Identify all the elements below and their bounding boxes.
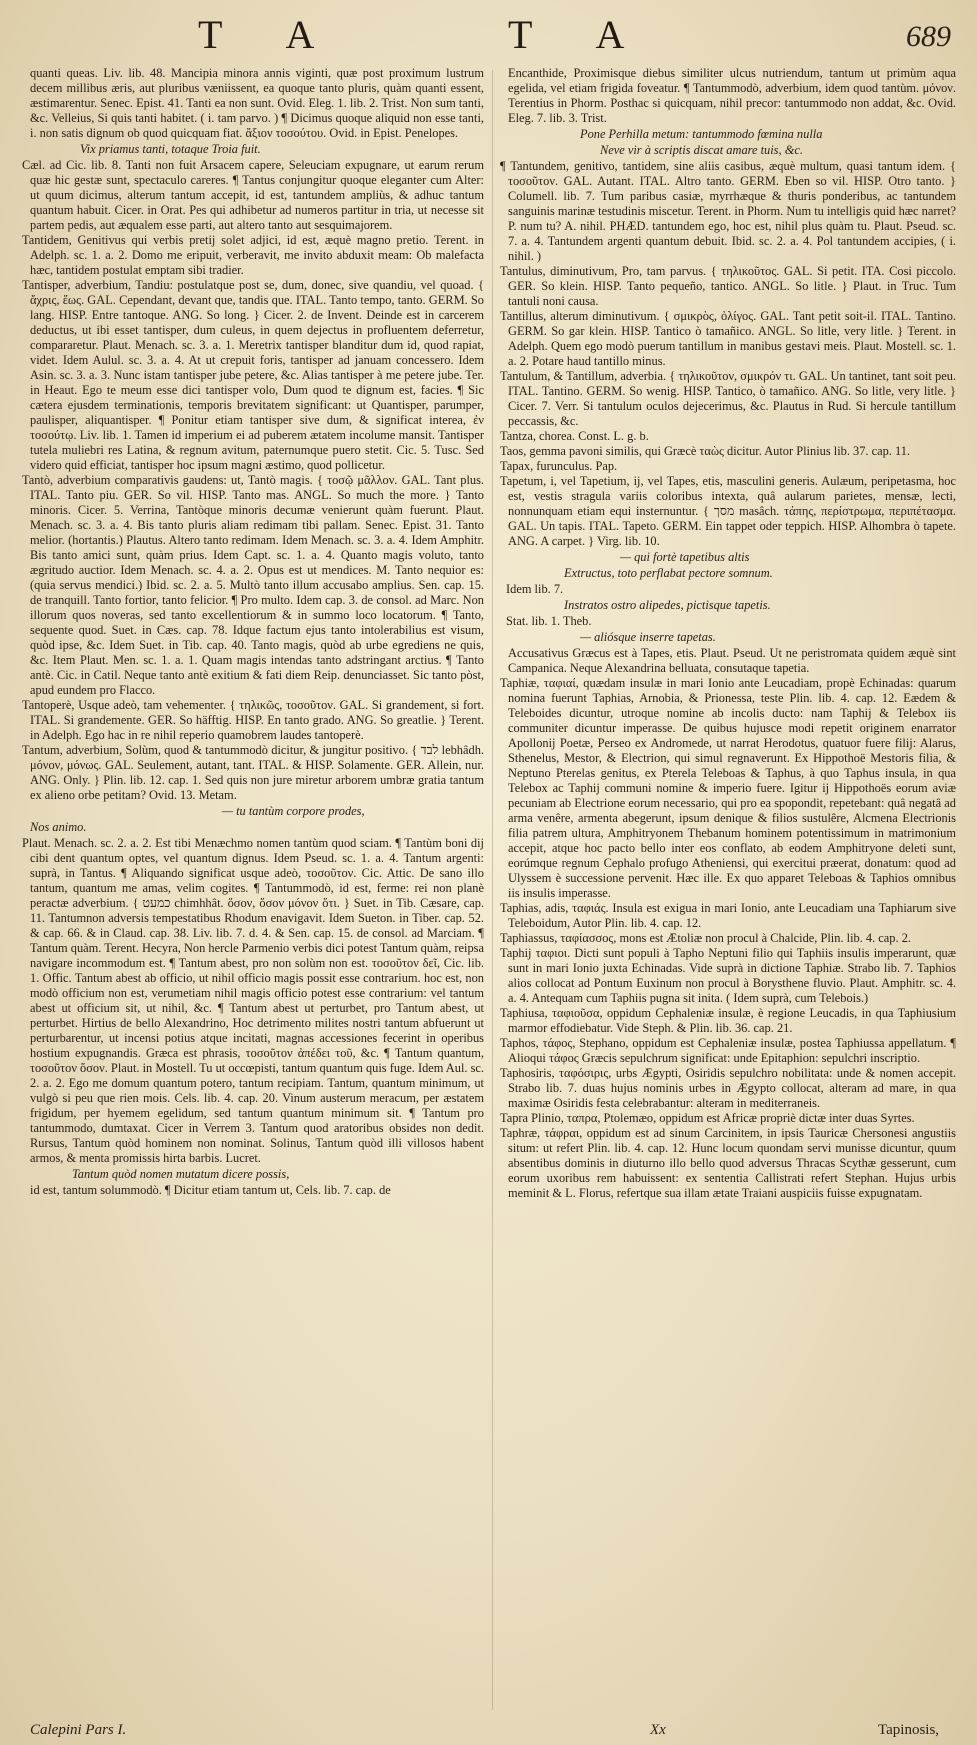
running-head-right: T A [508,12,653,57]
citation-reference: Stat. lib. 1. Theb. [506,614,592,628]
dictionary-entry: Tantidem, Genitivus qui verbis pretij solet adjici, id est, æquè magno pretio. Terent. in Adelph. sc. 1. a. 2. Domo me eripuit, verberavit, me invito abduxit meam: Ob malefacta hæc, tantidem postulat emptam sibi tradier. [22,233,484,277]
dictionary-entry: Taphij ταφιοι. Dicti sunt populi à Tapho Neptuni filio qui Taphiis insulis imperarunt, quæ sunt in mari Ionio juxta Echinadas. Vide suprà in dictione Taphiæ. Strabo lib. 7. Taphios alios collocat ad Pontum Euxinum non procul à Borysthene fluvio. Plaut. Amphitr. sc. 4. a. 4. Antequam cum Taphiis pugna sit inita. ( Idem suprà, cum Telebois.) [500,946,956,1005]
dictionary-entry: Tapax, furunculus. Pap. [500,459,618,473]
verse-quotation: — tu tantùm corpore prodes, [222,804,365,818]
dictionary-entry: Cæl. ad Cic. lib. 8. Tanti non fuit Arsacem capere, Seleuciam expugnare, ut earum rerum quæ hic gestæ sunt, spectaculo careres. ¶ Tantus conjungitur quoque eleganter cum Alter: ut quum dicimus, alterum tantum accepit, id est, tantundem ampliùs, & adhuc tantum quantum habuit. Cicer. in Orat. Pes qui adhibetur ad numeros partitur in tria, ut necesse sit partem pedis, aut æqualem esse parti, aut altero tanto aut sesquimajorem. [22,158,484,232]
dictionary-entry: Encanthide, Proximisque diebus similiter ulcus nutriendum, tantum ut primùm aqua egelida, vel etiam frigida foveatur. ¶ Tantummodò, adverbium, idem quod tantùm. μόνον. Terentius in Phorm. Posthac si quicquam, nihil precor: tantummodo non addat, &c. Ovid. Eleg. 7. lib. 3. Trist. [508,66,956,125]
verse-quotation: — aliósque inserre tapetas. [580,630,716,644]
running-head-left: T A [198,12,343,57]
dictionary-entry: Plaut. Menach. sc. 2. a. 2. Est tibi Menæchmo nomen tantùm quod sciam. ¶ Tantùm boni dij cibi dent quantum optes, vel quantum dignus. Idem Pseud. sc. 1. a. 4. Tantum argenti: suprà, in Tantus. ¶ Aliquando significat usque adeò, τοσοῦτον. Cic. Attic. De sano illo tantum, quantum me amas, velim cogites. ¶ Tantummodò, id est, ferme: rei non planè peractæ adverbium. { כמעט chimhhât. ὅσον, ὅσον μόνον ὅτι. } Suet. in Tib. Cæsare, cap. 11. Tantumnon adversis tempestatibus Rhodum enavigavit. Idem Sueton. in Tiber. cap. 52. & cap. 66. & in Claud. cap. 38. Liv. lib. 7. d. 4. & Sen. cap. 15. de consol. ad Marciam. ¶ Tantum quàm. Terent. Hecyra, Non hercle Parmenio verbis dici potest Tantum quàm, reipsa navigare incommodum est. ¶ Tantum abest, pro non solùm non est. τοσοῦτον δεῖ, Cic. lib. 1. Offic. Tantum abest ab officio, ut nihil officio magis possit esse contrarium. hoc est, non modò officium non est, verumetiam nihil magis officio potest esse contrarium: vel tantum abest ut officium sit, ut nihil, &c. ¶ Tantum abest ut perturbet, pro Tantum abest, ut perturbet. Hirtius de bello Alexandrino, Hoc detrimento milites nostri tantum abfuerunt ut perturbarentur, ut incensi potius atque incitati, magnas accessiones fecerint in operibus hostium expugnandis. Græca est phrasis, τοσοῦτον ἀπέδει τοῦ, &c. ¶ Tantum quantum, τοσοῦτον ὅσον. Plaut. in Mostell. Tu ut occœpisti, tantum quantum quis fuge. Idem Aul. sc. 2. a. 2. Ego me domum quantum potero, tantum recipiam. Tantum, quantum minimum, ut vulgò si peu que rien mois. Cels. lib. 4. cap. 20. Vinum austerum meracum, per æstatem frigidum, per hyemem egelidum, sed tantum quantum minimum sit. ¶ Tantum pro tantummodo, dumtaxat. Cicer in Verrem 3. Tantum quod aratoribus obsides non dedit. Rursus, Tantum quòd hominem non nominat. Solinus, Tantum quòd illi villosos habent armos, & menta promissis hirta barbis. Lucret. [22,836,484,1165]
column-divider [492,70,493,1710]
dictionary-entry: Tantillus, alterum diminutivum. { σμικρὸς, ὀλίγος. GAL. Tant petit soit-il. ITAL. Tantino. GERM. So gar klein. HISP. Tantico ò tamañico. ANGL. So litle, very litle. } Terent. in Adelph. Quem ego modò puerum tantillum in manibus gestavi meis. Plaut. Mostell. sc. 1. a. 2. Potare haud tantillo minus. [500,309,956,368]
dictionary-entry: Tantum, adverbium, Solùm, quod & tantummodò dicitur, & jungitur positivo. { לבד lebhâdh. μόνον, μόνως. GAL. Seulement, autant, tant. ITAL. & HISP. Solamente. GER. Allein, nur. ANG. Only. } Plin. lib. 12. cap. 1. Sed quis non jure miretur arborem umbræ gratia tantum ex alieno orbe petitam? Ovid. 13. Metam. [22,743,484,802]
right-column [500,66,956,1716]
dictionary-entry: Tantulum, & Tantillum, adverbia. { τηλικοῦτον, σμικρόν τι. GAL. Un tantinet, tant soit peu. ITAL. Tantino. GERM. So wenig. HISP. Tantico, ò tamañico. ANG. So litle, very litle. } Cicer. 7. Verr. Si tantulum oculos dejecerimus, &c. Plautus in Rud. Si hercule tantillum peccassis, &c. [500,369,956,428]
signature-mark: Xx [650,1722,666,1738]
dictionary-entry: Taphræ, τάφραι, oppidum est ad sinum Carcinitem, in ipsis Tauricæ Chersonesi angustiis situm: ut refert Plin. lib. 4. cap. 12. Hunc locum quondam servi munisse dicuntur, quum absentibus dominis in diuturno illo bello quod adversus Thracas Scythæ gesserunt, cum eorum uxoribus rem habuissent: ex sententia Callistrati refert Stephan. Hujus urbis meminit & L. Florus, refertque sua illam ætate Traiani auspiciis fuisse expugnatam. [500,1126,956,1200]
signature-line: Calepini Pars I. [30,1722,127,1738]
dictionary-entry: Taos, gemma pavoni similis, qui Græcè ταὼς dicitur. Autor Plinius lib. 37. cap. 11. [500,444,911,458]
dictionary-entry: Taphiassus, ταφίασσος, mons est Ætoliæ non procul à Chalcide, Plin. lib. 4. cap. 2. [500,931,911,945]
citation-reference: Idem lib. 7. [506,582,564,596]
dictionary-entry: Taphiæ, ταφιαί, quædam insulæ in mari Ionio ante Leucadiam, propè Echinadas: quarum nomina fuerunt Taphias, Arnobia, & Prionessa, teste Plin. lib. 4. cap. 12. Eædem & Teleboides dicuntur, utroque nomine ab incolis ducto: nam Taphij & Telebox iis communiter dicuntur imperasse. De quibus hujusce modi repetit originem enarrator Apollonij Poetæ, Perseo ex Andromede, ut narrat Herodotus, quatuor fuere filij: Alarus, Sthenelus, Mestor, & Electrion, qui simul regnaverunt. Ex Hippothoë Mestoris filia, & Neptuno Pterelas genitus, ex Pterela Teleboas & Taphus, à quo Taphus insula, in qua Telebox ac Taphij communi nomine & imperio fuere. Igitur ij Hippothoës eorum aviæ pecuniam ab Electrione eorum necessario, qui pro ea spopondit, repetebant: quâ negatâ ad arma venêre, armenta abegerunt, ipsum denique & filios sustulêre, Alcmena Electrionis filia patrem ultura, Amphitryonem Thebanum hominem potentissimum in matrimonium accepit, atque hoc pacto bello inter eos conflato, ab eodem Amphitryone deleti sunt, eorúmque regnum Cephalo profugo Atheniensi, qui exercitui præerat, donatum: quod ad Ulyssem è successione pervenit. Hæc ille. Ex quo apparet Teleboas & Taphios omnibus iis insulis imperasse. [500,676,956,900]
verse-quotation: Nos animo. [30,820,87,834]
dictionary-entry: quanti queas. Liv. lib. 48. Mancipia minora annis viginti, quæ post proximum lustrum decem millibus æris, aut pluribus væniissent, ea quoque tanto pluris, quàm quanti essent, æstimarentur. Senec. Epist. 41. Tanti ea non sunt. Ovid. Eleg. 1. lib. 2. Trist. Non sum tanti, &c. Velleius, Si quis tanti habitet. ( i. tam parvo. ) ¶ Dicimus quoque aliquid non esse tanti, i. non satis dignum ob quod quicquam fiat. ἄξιον τοσούτου. Ovid. in Epist. Penelopes. [30,66,484,140]
dictionary-entry: Taphias, adis, ταφιάς. Insula est exigua in mari Ionio, ante Leucadiam una Taphiarum sive Teleboidum, Autor Plin. lib. 4. cap. 12. [500,901,956,930]
verse-quotation: Neve vir à scriptis discat amare tuis, &c. [600,143,803,157]
dictionary-entry: Tantisper, adverbium, Tandiu: postulatque post se, dum, donec, sive quandiu, vel quoad. { ἄχρις, ἕως. GAL. Cependant, devant que, tandis que. ITAL. Tanto tempo, tanto. GERM. So lang. HISP. Entre tantoque. ANG. So long. } Cicer. 2. de Invent. Deinde est in carcerem deductus, ut ibi esset tantisper, dum culeus, in quem dejectus in profluentem deferretur, compararetur. Plaut. Menach. sc. 3. a. 1. Meretrix tantisper blanditur dum id, quod rapiat, videt. Idem Aulul. sc. 3. a. 4. At ut crepuit foris, tantisper ad januam concessero. Idem Asin. sc. 3. a. 3. Nunc istam tantisper jube petere, &c. Alias tantisper à me petere jube. Ter. in Heaut. Ego te meum esse dici tantisper volo, Dum quod te dignum est, facies. ¶ Sic cætera ejusdem terminationis, temporis brevitatem significant: ut Quantisper, parumper, paulisper, aliquantisper. ¶ Ponitur etiam tantisper sive dum, & significat interea, ἐν τοσούτῳ. Liv. lib. 1. Tamen id imperium ei ad puberem ætatem incolume mansit. Tantisper tutela muliebri res Latina, & regnum avitum, paternumque puero stetit. Cic. 5. Tusc. Sed videro quid efficiat, tantisper hoc ipsum magni æstimo, quod pollicetur. [22,278,484,472]
catchword: Tapinosis, [878,1722,940,1738]
dictionary-entry: Tantulus, diminutivum, Pro, tam parvus. { τηλικοῦτος. GAL. Si petit. ITA. Cosi piccolo. GER. So klein. HISP. Tanto pequeño, tantico. ANGL. So litle. } Plaut. in Truc. Tum tantuli noni causa. [500,264,956,308]
verse-quotation: Tantum quòd nomen mutatum dicere possis, [72,1167,290,1181]
dictionary-entry: ¶ Tantundem, genitivo, tantidem, sine aliis casibus, æquè multum, quasi tantum idem. { τοσοῦτον. GAL. Autant. ITAL. Altro tanto. GERM. Eben so vil. HISP. Otro tanto. } Columell. lib. 7. Tum paribus casiæ, myrrhæque & thuris ponderibus, ac tantundem sanguinis marinæ testudinis miscetur. Terent. in Phorm. Num tu intelligis quid hæc narret? P. num tu? A. nihil. PHÆD. tantundem ego, hoc est, nihil plus quàm tu. Plaut. Pseud. sc. 7. a. 4. Tantundem argenti quantum debuit. Ibid. sc. 2. a. 4. Pol tantundem accipies, ( i. nihil. ) [500,159,956,263]
dictionary-entry: Tantò, adverbium comparativis gaudens: ut, Tantò magis. { τοσῷ μᾶλλον. GAL. Tant plus. ITAL. Tanto piu. GER. So vil. HISP. Tanto mas. ANGL. So much the more. } Tanto minoris. Cicer. 5. Verrina, Tantòque minoris decumæ venierunt quàm fuerunt. Plaut. Menach. sc. 3. a. 4. Bis tanto pluris aliam redimam tibi pallam. Senec. Epist. 31. Tanto melior. (hortantis.) Plautus. Altero tanto redimam. Idem Menach. sc. 3. a. 4. Idem Amphitr. Bis tanto amici sunt, quàm prius. Idem Capt. sc. 1. a. 4. Quanto magis voluto, tanto ægritudo auctior. Idem Menach. sc. 4. a. 2. Opus est ut mendices. M. Tanto nequior es: (quia servus mendici.) Ibid. sc. 2. a. 5. Multò tanto illum accusabo amplius. Sen. cap. 15. de tranquill. Tanto fortior, tanto felicior. ¶ Pro multo. Idem cap. 3. de consol. ad Marc. Non illorum quos noveras, sed tanto excellentiorum & in summo loco locatorum. ¶ Tanto, sequente quod. Suet. in Cæs. cap. 78. Idque factum ejus tanto intolerabilius est visum, quòd ipse, &c. Idem Suet. in Tib. cap. 40. Tanto magis, quòd ab urbe egrediens ne quis, &c. Item Plaut. Men. sc. 1. a. 1. Quam magis intendas tanto adstringant arctius. ¶ Tanto antè. Cic. in Catil. Neque tanto antè exitium & fati diem Reip. denunciasset. Sic tanto pòst, apud eundem pro Flacco. [22,473,484,697]
verse-quotation: Vix priamus tanti, totaque Troia fuit. [80,142,261,156]
dictionary-entry: Tapra Plinio, ταπρα, Ptolemæo, oppidum est Africæ propriè dictæ inter duas Syrtes. [500,1111,915,1125]
left-column [22,66,484,1716]
dictionary-entry: Taphiusa, ταφιοῦσα, oppidum Cephaleniæ insulæ, è regione Leucadis, in qua Taphiusium marmor effodiebatur. Vide Steph. & Plin. lib. 36. cap. 21. [500,1006,956,1035]
dictionary-entry: Tantza, chorea. Const. L. g. b. [500,429,649,443]
verse-quotation: Pone Perhilla metum: tantummodo fœmina nulla [580,127,823,141]
dictionary-entry: Tantoperè, Usque adeò, tam vehementer. { τηλικῶς, τοσοῦτον. GAL. Si grandement, si fort. ITAL. Si grandemente. GER. So häfftig. HISP. En tanto grado. ANG. So greatlie. } Terent. in Adelph. Ego hac in re nihil reperio quamobrem laudes tantoperè. [22,698,484,742]
dictionary-entry: Taphos, τάφος, Stephano, oppidum est Cephaleniæ insulæ, postea Taphiussa appellatum. ¶ Alioqui τάφος Græcis sepulchrum significat: unde Epitaphion: sepulchri inscriptio. [500,1036,956,1065]
dictionary-entry: Taphosiris, ταφόσιρις, urbs Ægypti, Osiridis sepulchro nobilitata: unde & nomen accepit. Strabo lib. 7. duas hujus nominis urbes in Ægypto collocat, alteram ad mare, in qua maximæ Osiridis festa celebrabantur: alteram in mediterraneis. [500,1066,956,1110]
verse-quotation: — qui fortè tapetibus altis [620,550,750,564]
dictionary-entry: id est, tantum solummodò. ¶ Dicitur etiam tantum ut, Cels. lib. 7. cap. de [30,1183,391,1197]
dictionary-entry: Accusativus Græcus est à Tapes, etis. Plaut. Pseud. Ut ne peristromata quidem æquè sint Campanica. Neque Alexandrina belluata, consutaque tapetia. [508,646,956,675]
dictionary-entry: Tapetum, i, vel Tapetium, ij, vel Tapes, etis, masculini generis. Aulæum, peripetasma, hoc est, vestis stragula variis coloribus intexta, quâ aularum parietes, mensæ, lecti, nonnunquam etiam equi insternuntur. { מסך masâch. τάπης, περίστρωμα, περιπέτασμα. GAL. Un tapis. ITAL. Tapeto. GERM. Ein tappet oder teppich. HISP. Alhombra ò tapete. ANG. A carpet. } Virg. lib. 10. [500,474,956,548]
verse-quotation: Instratos ostro alipedes, pictisque tapetis. [564,598,771,612]
page-number: 689 [906,20,951,53]
verse-quotation: Extructus, toto perflabat pectore somnum. [564,566,773,580]
